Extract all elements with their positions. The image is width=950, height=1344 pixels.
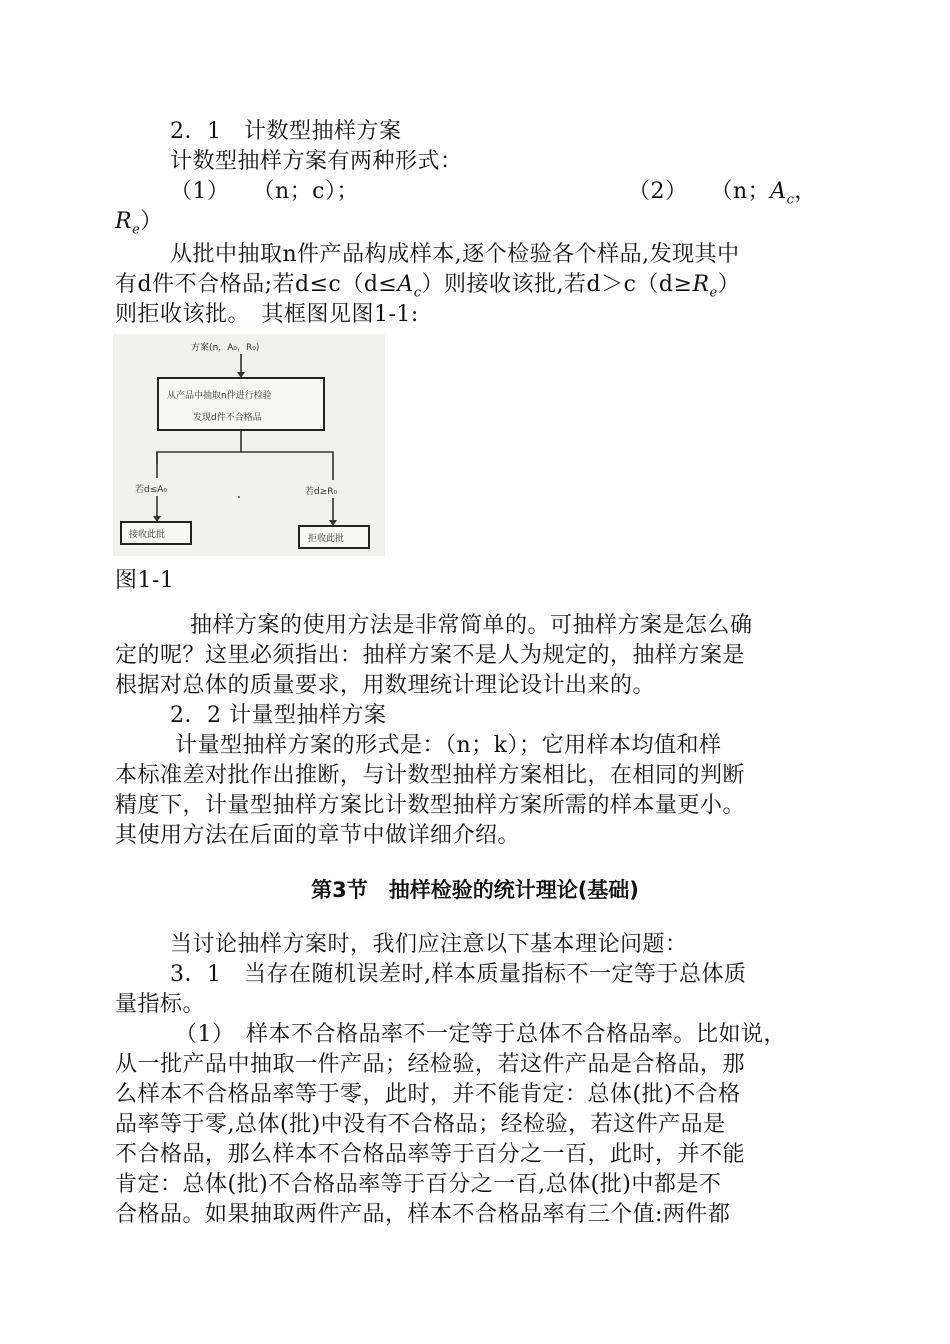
form-2-continued: $R_e$） bbox=[115, 209, 163, 238]
item-1-line-7: 合格品。如果抽取两件产品，样本不合格品率有三个值:两件都 bbox=[115, 1202, 731, 1227]
flowchart-top-label: 方案(n，A₀，R₀) bbox=[191, 343, 260, 353]
flowchart-accept-label: 接收此批 bbox=[129, 530, 166, 540]
form-1: （1） （n；c）； bbox=[170, 179, 359, 204]
paragraph-1-line-1: 从批中抽取n件产品构成样本,逐个检验各个样品,发现其中 bbox=[170, 242, 740, 267]
re-symbol: $R_e$ bbox=[115, 209, 141, 238]
section-3-intro: 当讨论抽样方案时，我们应注意以下基本理论问题： bbox=[170, 932, 688, 957]
section-2-2-line-1: 计量型抽样方案的形式是：（n；k）；它用样本均值和样 bbox=[175, 733, 722, 758]
item-1-line-6: 肯定：总体(批)不合格品率等于百分之一百,总体(批)中都是不 bbox=[115, 1172, 722, 1197]
paragraph-1-line-3: 则拒收该批。 其框图见图1-1: bbox=[115, 302, 419, 327]
paragraph-2-line-3: 根据对总体的质量要求，用数理统计理论设计出来的。 bbox=[115, 673, 656, 698]
section-2-2-line-3: 精度下，计量型抽样方案比计数型抽样方案所需的样本量更小。 bbox=[115, 793, 746, 818]
section-2-2-line-4: 其使用方法在后面的章节中做详细介绍。 bbox=[115, 823, 521, 848]
form-2 bbox=[628, 177, 817, 215]
flowchart-right-condition: 若d≥R₀ bbox=[305, 487, 338, 497]
item-1-line-4: 品率等于零,总体(批)中没有不合格品；经检验，若这件产品是 bbox=[115, 1112, 726, 1137]
re-symbol: $R_e$ bbox=[692, 272, 718, 301]
section-3-title: 第3节 抽样检验的统计理论(基础) bbox=[311, 878, 639, 902]
section-2-2-line-2: 本标准差对批作出推断，与计数型抽样方案相比，在相同的判断 bbox=[115, 763, 746, 788]
item-1-line-1: （1） 样本不合格品率不一定等于总体不合格品率。比如说， bbox=[175, 1022, 786, 1047]
paragraph-1-line-2: 有d件不合格品;若$d\le c(d\le A_c)$则接收该批,若$d>c(d\ge R_e)$ bbox=[115, 272, 741, 301]
flowchart-left-condition: 若d≤A₀ bbox=[135, 485, 168, 495]
item-1-line-3: 么样本不合格品率等于零，此时，并不能肯定：总体(批)不合格 bbox=[115, 1082, 741, 1107]
section-2-1-intro: 计数型抽样方案有两种形式： bbox=[170, 149, 463, 174]
section-2-2-heading: 2．2 计量型抽样方案 bbox=[170, 703, 387, 728]
ac-symbol: $A_c$ bbox=[770, 179, 795, 208]
paragraph-2-line-2: 定的呢？这里必须指出：抽样方案不是人为规定的，抽样方案是 bbox=[115, 643, 746, 668]
item-1-line-2: 从一批产品中抽取一件产品；经检验，若这件产品是合格品，那 bbox=[115, 1052, 746, 1077]
item-1-line-5: 不合格品，那么样本不合格品率等于百分之一百，此时，并不能 bbox=[115, 1142, 746, 1167]
paragraph-2-line-1: 抽样方案的使用方法是非常简单的。可抽样方案是怎么确 bbox=[190, 613, 753, 638]
ac-symbol: $A_c$ bbox=[397, 272, 422, 301]
section-2-1-heading: 2．1 计数型抽样方案 bbox=[170, 119, 402, 144]
section-3-1-line-2: 量指标。 bbox=[115, 992, 206, 1017]
flowchart-box-line-1: 从产品中抽取n件进行检验 bbox=[167, 391, 272, 401]
form-2-prefix: （2） （n； bbox=[628, 179, 771, 204]
flowchart-reject-label: 拒收此批 bbox=[308, 534, 345, 544]
section-3-1-line-1: 3．1 当存在随机误差时,样本质量指标不一定等于总体质 bbox=[170, 962, 747, 987]
form-2-comma: ， bbox=[794, 179, 817, 204]
flowchart-figure bbox=[113, 334, 385, 556]
figure-caption: 图1-1 bbox=[115, 568, 175, 593]
flowchart-box-line-2: 发现d件不合格品 bbox=[193, 413, 262, 423]
